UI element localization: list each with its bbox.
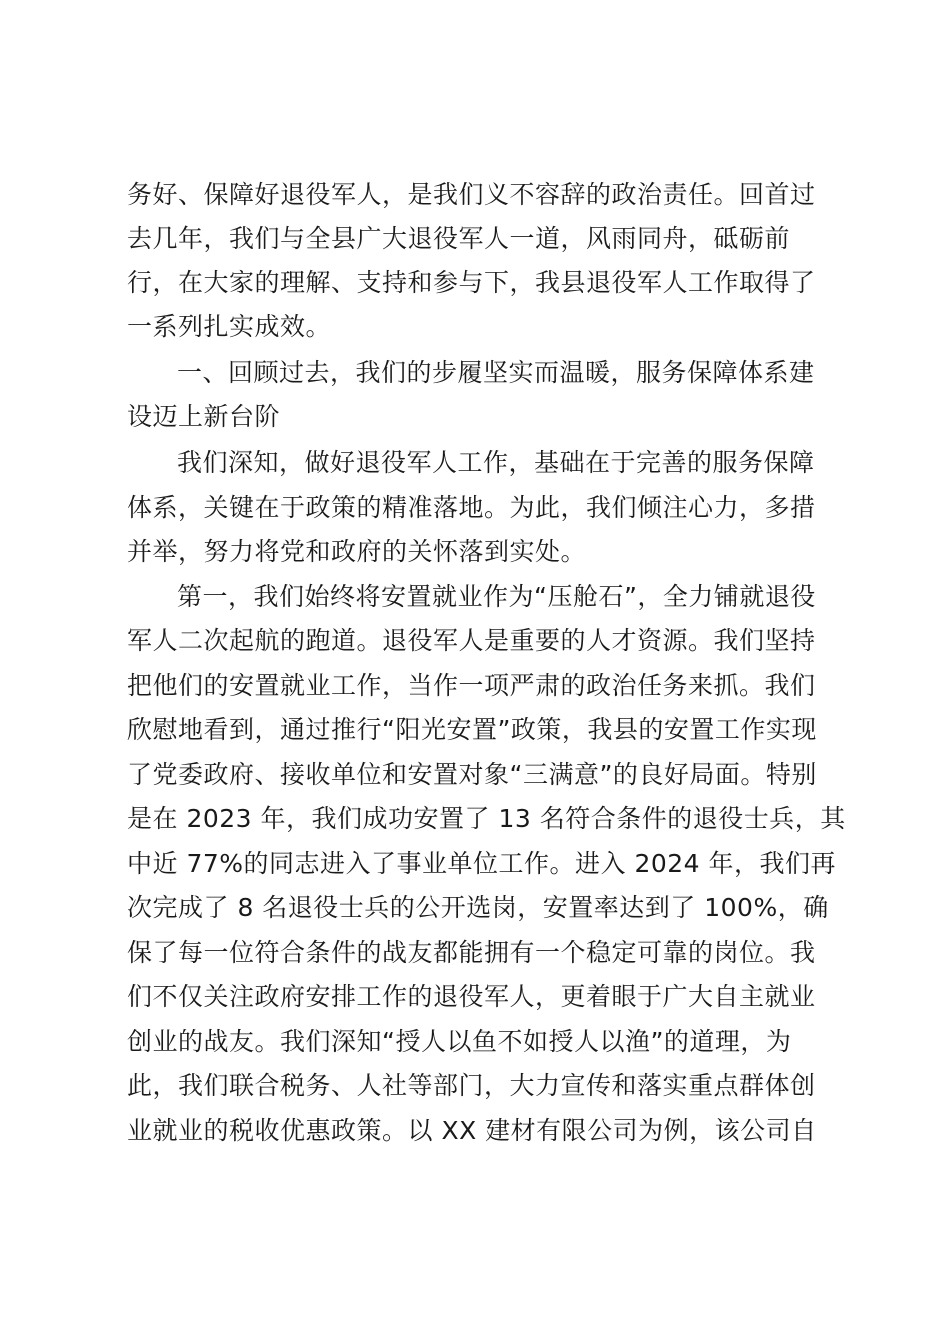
body-text-line: 去几年，我们与全县广大退役军人一道，风雨同舟，砥砺前: [127, 224, 791, 253]
body-text-line: 第一，我们始终将安置就业作为“压舱石”，全力铺就退役: [177, 582, 816, 611]
body-text-line: 们不仅关注政府安排工作的退役军人，更着眼于广大自主就业: [127, 982, 816, 1011]
body-text-line: 体系，关键在于政策的精准落地。为此，我们倾注心力，多措: [127, 493, 816, 522]
body-text-line: 中近 77%的同志进入了事业单位工作。进入 2024 年，我们再: [127, 849, 837, 878]
body-text-line: 军人二次起航的跑道。退役军人是重要的人才资源。我们坚持: [127, 626, 816, 655]
body-text-line: 欣慰地看到，通过推行“阳光安置”政策，我县的安置工作实现: [127, 715, 817, 744]
body-text-line: 创业的战友。我们深知“授人以鱼不如授人以渔”的道理，为: [127, 1027, 792, 1056]
body-text-line: 业就业的税收优惠政策。以 XX 建材有限公司为例，该公司自: [127, 1116, 817, 1145]
section-heading-line: 一、回顾过去，我们的步履坚实而温暖，服务保障体系建: [177, 358, 815, 387]
body-text-line: 一系列扎实成效。: [127, 312, 332, 341]
section-heading-line: 设迈上新台阶: [127, 402, 281, 431]
body-text-line: 保了每一位符合条件的战友都能拥有一个稳定可靠的岗位。我: [127, 938, 816, 967]
body-text-line: 了党委政府、接收单位和安置对象“三满意”的良好局面。特别: [127, 760, 817, 789]
body-text-line: 是在 2023 年，我们成功安置了 13 名符合条件的退役士兵，其: [127, 804, 846, 833]
body-text-line: 把他们的安置就业工作，当作一项严肃的政治任务来抓。我们: [127, 671, 816, 700]
body-text-line: 并举，努力将党和政府的关怀落到实处。: [127, 537, 587, 566]
body-text-line: 此，我们联合税务、人社等部门，大力宣传和落实重点群体创: [127, 1071, 816, 1100]
body-text-line: 行，在大家的理解、支持和参与下，我县退役军人工作取得了: [127, 268, 816, 297]
body-text-line: 次完成了 8 名退役士兵的公开选岗，安置率达到了 100%，确: [127, 893, 829, 922]
body-text-line: 务好、保障好退役军人，是我们义不容辞的政治责任。回首过: [127, 180, 816, 209]
body-text-line: 我们深知，做好退役军人工作，基础在于完善的服务保障: [177, 448, 815, 477]
